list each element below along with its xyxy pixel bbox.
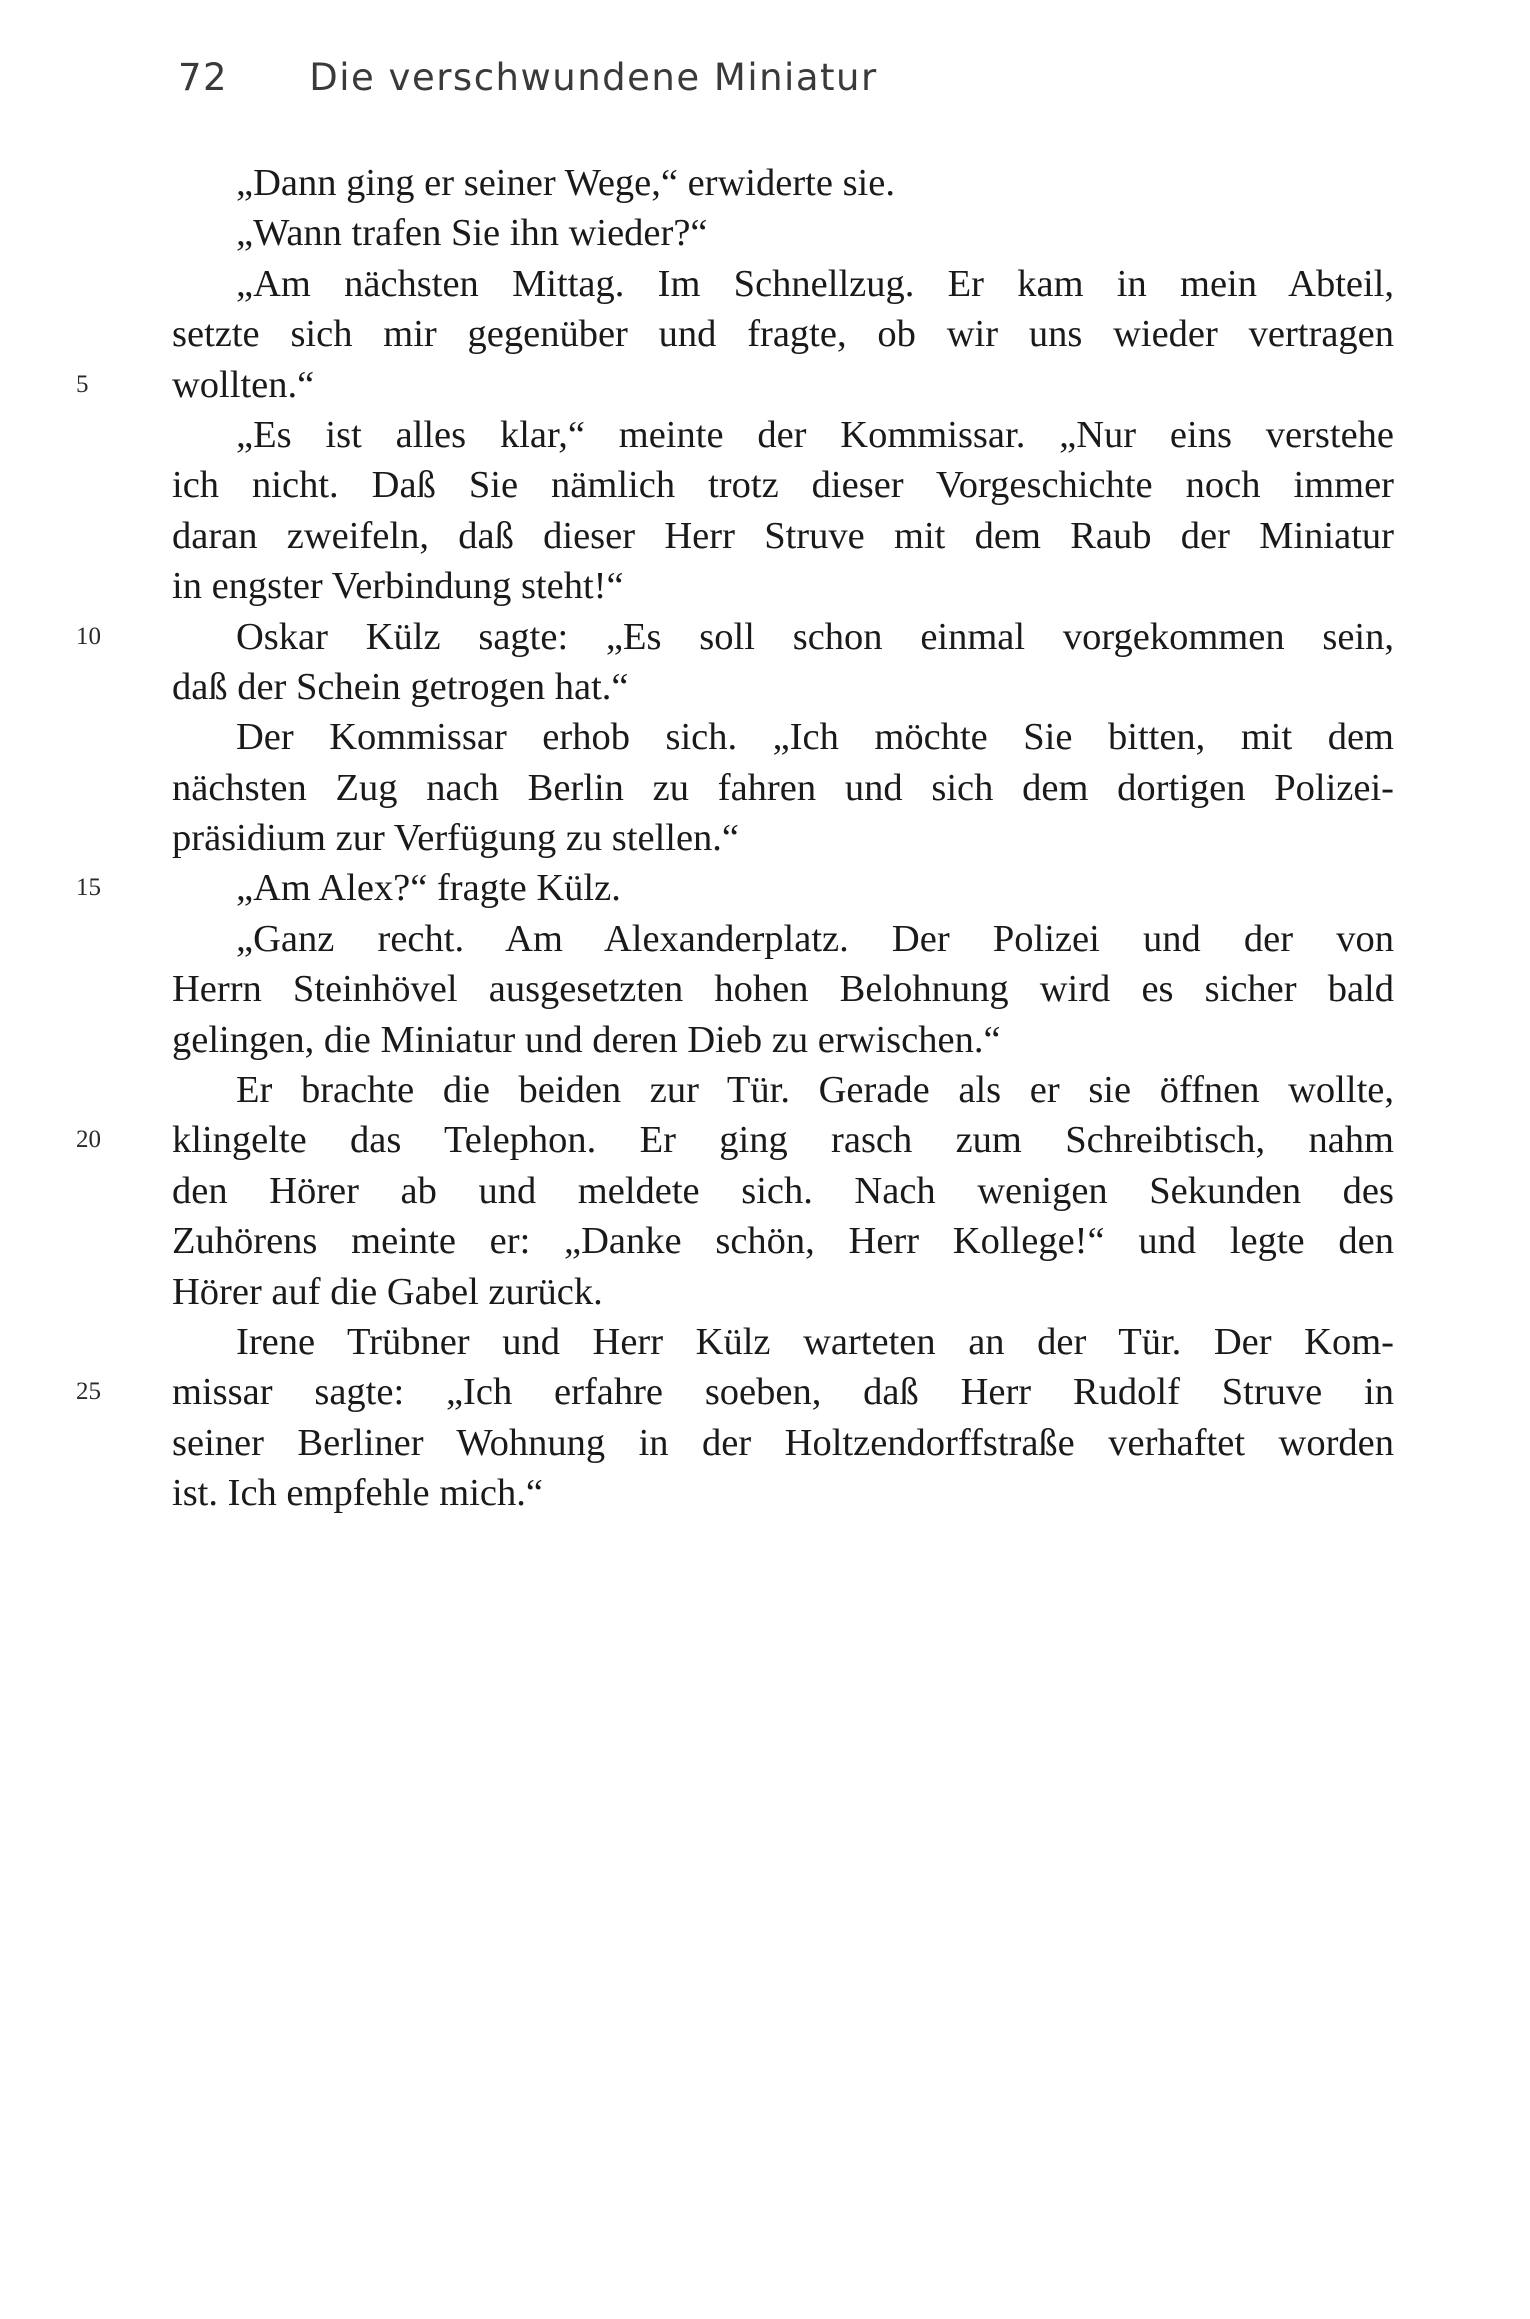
text-line-content: setzte sich mir gegenüber und fragte, ob wir uns wieder vertragen: [172, 313, 1394, 356]
text-line: [172, 410, 1394, 460]
text-line: [76, 612, 1394, 662]
text-line: [76, 863, 1394, 913]
line-number: 10: [76, 622, 101, 650]
text-line: [172, 763, 1394, 813]
text-line-content: „Wann trafen Sie ihn wieder?“: [236, 212, 708, 255]
text-line: [172, 1418, 1394, 1468]
text-line: [172, 208, 1394, 258]
text-line-content: präsidium zur Verfügung zu stellen.“: [172, 817, 740, 860]
line-number: 15: [76, 874, 101, 902]
text-line: [76, 1367, 1394, 1417]
page-number: 72: [178, 56, 229, 99]
text-line-content: „Dann ging er seiner Wege,“ erwiderte sie.: [236, 162, 895, 204]
text-line: [172, 1015, 1394, 1065]
text-line-content: Er brachte die beiden zur Tür. Gerade als er sie öffnen wollte,: [236, 1069, 1394, 1112]
text-line: [172, 511, 1394, 561]
text-line-content: „Es ist alles klar,“ meinte der Kommissar. „Nur eins verstehe: [236, 413, 1394, 456]
text-line: [172, 712, 1394, 762]
text-line-content: Herrn Steinhövel ausgesetzten hohen Belohnung wird es sicher bald: [172, 968, 1394, 1011]
text-line: [172, 964, 1394, 1014]
running-head: [178, 56, 878, 99]
text-line-content: Oskar Külz sagte: „Es soll schon einmal vorgekommen sein,: [236, 615, 1394, 658]
text-line-content: Irene Trübner und Herr Külz warteten an der Tür. Der Kom-: [236, 1320, 1394, 1363]
text-line: [172, 662, 1394, 712]
text-line: [172, 1468, 1394, 1518]
text-line-content: missar sagte: „Ich erfahre soeben, daß Herr Rudolf Struve in: [172, 1371, 1394, 1414]
running-head-title: Die verschwundene Miniatur: [309, 56, 878, 99]
text-line-content: nächsten Zug nach Berlin zu fahren und sich dem dortigen Polizei-: [172, 766, 1394, 809]
text-line-content: „Am nächsten Mittag. Im Schnellzug. Er kam in mein Abteil,: [236, 262, 1394, 305]
body-text: [76, 158, 1394, 1519]
text-line-content: gelingen, die Miniatur und deren Dieb zu erwischen.“: [172, 1018, 1001, 1061]
text-line: [172, 813, 1394, 863]
text-line-content: ist. Ich empfehle mich.“: [172, 1472, 543, 1515]
text-line: [172, 309, 1394, 359]
text-line: [172, 1216, 1394, 1266]
text-line-content: Zuhörens meinte er: „Danke schön, Herr Kollege!“ und legte den: [172, 1220, 1394, 1263]
text-line-content: wollten.“: [172, 363, 315, 406]
text-line-content: ich nicht. Daß Sie nämlich trotz dieser Vorgeschichte noch immer: [172, 464, 1394, 507]
line-number: 5: [76, 370, 89, 398]
line-number: 20: [76, 1126, 101, 1154]
text-line-content: daran zweifeln, daß dieser Herr Struve mit dem Raub der Miniatur: [172, 514, 1394, 557]
text-line: [172, 1317, 1394, 1367]
text-line: [172, 460, 1394, 510]
text-line: [172, 561, 1394, 611]
text-line: [172, 158, 1394, 208]
text-line-content: „Am Alex?“ fragte Külz.: [236, 867, 621, 910]
text-line: [172, 914, 1394, 964]
line-number: 25: [76, 1378, 101, 1406]
text-line-content: Hörer auf die Gabel zurück.: [172, 1270, 603, 1313]
text-line: [172, 1267, 1394, 1317]
text-line: [76, 1115, 1394, 1165]
text-line: [172, 259, 1394, 309]
text-line-content: „Ganz recht. Am Alexanderplatz. Der Polizei und der von: [236, 917, 1394, 960]
text-line-content: Der Kommissar erhob sich. „Ich möchte Sie bitten, mit dem: [236, 716, 1394, 759]
text-line-content: in engster Verbindung steht!“: [172, 565, 624, 608]
text-line-content: seiner Berliner Wohnung in der Holtzendorffstraße verhaftet worden: [172, 1421, 1394, 1464]
text-line-content: den Hörer ab und meldete sich. Nach wenigen Sekunden des: [172, 1169, 1394, 1212]
text-line: [172, 1166, 1394, 1216]
text-line: [76, 360, 1394, 410]
text-line-content: daß der Schein getrogen hat.“: [172, 665, 629, 708]
text-line-content: klingelte das Telephon. Er ging rasch zum Schreibtisch, nahm: [172, 1119, 1394, 1162]
text-line: [172, 1065, 1394, 1115]
